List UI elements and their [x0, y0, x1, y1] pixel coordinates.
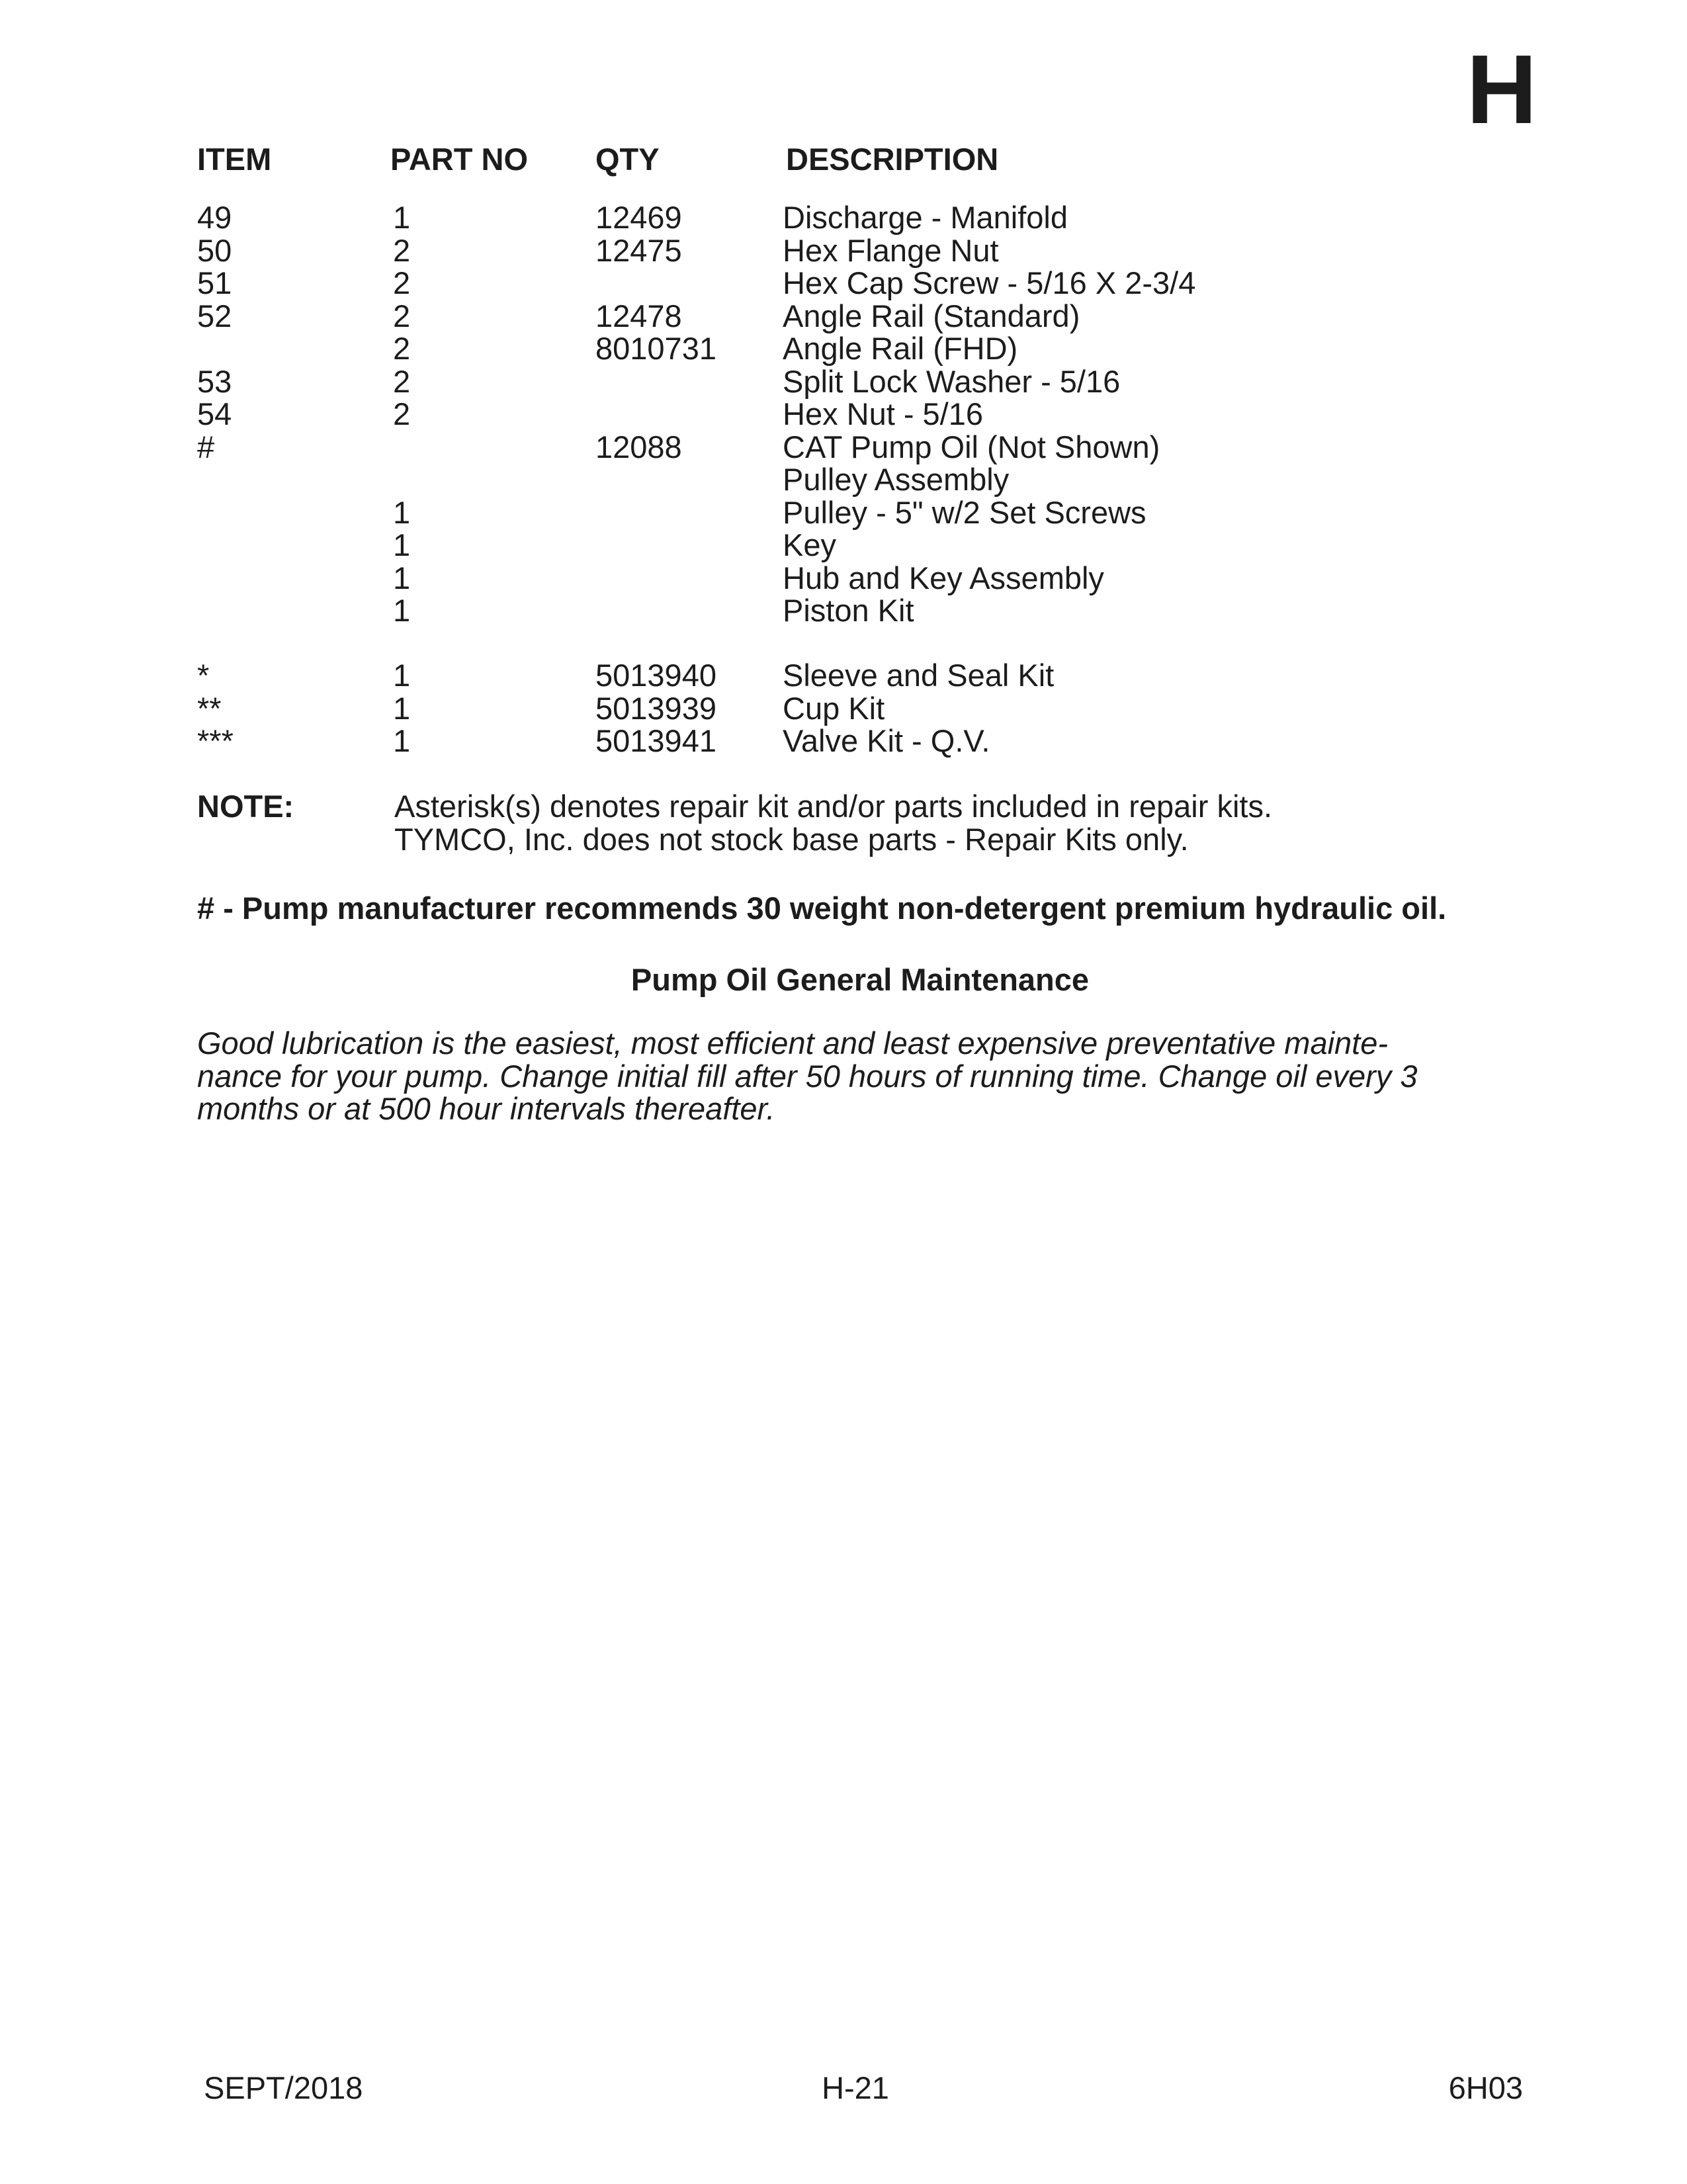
row-qty: 2 [393, 396, 411, 431]
row-qty: 1 [393, 200, 411, 235]
parts-list [0, 201, 1687, 627]
row-qty: 1 [393, 527, 411, 562]
footer-doc-code: 6H03 [1448, 2070, 1523, 2105]
row-part: 12475 [595, 232, 682, 268]
row-item: 53 [197, 363, 232, 399]
row-description: Pulley - 5" w/2 Set Screws [783, 494, 1146, 530]
row-description: Key [783, 527, 836, 562]
row-part: 5013939 [595, 690, 716, 726]
row-description: Angle Rail (Standard) [783, 298, 1080, 333]
row-item: 50 [197, 232, 232, 268]
table-row [0, 496, 1687, 529]
table-row [0, 267, 1687, 300]
row-item: * [197, 658, 210, 693]
note-text [394, 790, 1272, 855]
header-item: ITEM [197, 142, 272, 177]
footer-page-number: H-21 [822, 2070, 889, 2105]
note-label: NOTE: [197, 789, 294, 824]
row-item: *** [197, 723, 234, 758]
footer-date: SEPT/2018 [204, 2070, 363, 2105]
row-description: Discharge - Manifold [783, 200, 1068, 235]
row-description: Angle Rail (FHD) [783, 331, 1018, 366]
repair-kit-list [0, 659, 1687, 758]
row-part: 5013940 [595, 658, 716, 693]
section-letter: H [1466, 35, 1537, 144]
row-qty: 2 [393, 331, 411, 366]
row-item: # [197, 429, 215, 464]
row-description: Cup Kit [783, 690, 885, 726]
table-row [0, 234, 1687, 267]
table-row [0, 201, 1687, 234]
table-header [0, 141, 1687, 178]
header-qty: QTY [595, 142, 660, 177]
row-part: 12088 [595, 429, 682, 464]
note-line: TYMCO, Inc. does not stock base parts - Repair Kits only. [394, 821, 1189, 857]
row-part: 12469 [595, 200, 682, 235]
row-description: Hex Nut - 5/16 [783, 396, 984, 431]
table-row [0, 300, 1687, 333]
maintenance-line: nance for your pump. Change initial fill after 50 hours of running time. Change oil every 3 [197, 1058, 1418, 1094]
note-line: Asterisk(s) denotes repair kit and/or parts included in repair kits. [394, 789, 1273, 824]
row-qty: 1 [393, 494, 411, 530]
table-row [0, 594, 1687, 627]
row-description: Hex Cap Screw - 5/16 X 2-3/4 [783, 265, 1196, 300]
row-item: 52 [197, 298, 232, 333]
table-row [0, 659, 1687, 692]
row-qty: 2 [393, 232, 411, 268]
row-description: Pulley Assembly [783, 462, 1010, 497]
maintenance-line: months or at 500 hour intervals thereafter. [197, 1091, 775, 1126]
row-qty: 2 [393, 298, 411, 333]
table-row [0, 463, 1687, 496]
row-qty: 1 [393, 658, 411, 693]
table-row [0, 431, 1687, 464]
row-item: 51 [197, 265, 232, 300]
row-item: 49 [197, 200, 232, 235]
maintenance-title: Pump Oil General Maintenance [630, 962, 1090, 997]
row-description: Split Lock Washer - 5/16 [783, 363, 1121, 399]
header-description: DESCRIPTION [786, 142, 999, 177]
table-row [0, 692, 1687, 725]
table-row [0, 529, 1687, 562]
row-item: ** [197, 690, 222, 726]
table-row [0, 724, 1687, 758]
row-qty: 2 [393, 265, 411, 300]
row-description: Hub and Key Assembly [783, 560, 1104, 595]
row-description: Valve Kit - Q.V. [783, 723, 990, 758]
row-description: Piston Kit [783, 593, 914, 628]
row-item: 54 [197, 396, 232, 431]
maintenance-text [197, 1027, 1417, 1125]
table-row [0, 332, 1687, 365]
row-part: 8010731 [595, 331, 716, 366]
row-qty: 1 [393, 690, 411, 726]
row-qty: 1 [393, 723, 411, 758]
row-description: CAT Pump Oil (Not Shown) [783, 429, 1160, 464]
row-part: 5013941 [595, 723, 716, 758]
maintenance-line: Good lubrication is the easiest, most efficient and least expensive preventative mainte- [197, 1026, 1389, 1061]
row-description: Hex Flange Nut [783, 232, 999, 268]
row-qty: 2 [393, 363, 411, 399]
table-row [0, 365, 1687, 398]
table-row [0, 398, 1687, 431]
row-qty: 1 [393, 560, 411, 595]
oil-recommendation: # - Pump manufacturer recommends 30 weight non-detergent premium hydraulic oil. [197, 891, 1447, 926]
row-part: 12478 [595, 298, 682, 333]
row-description: Sleeve and Seal Kit [783, 658, 1055, 693]
table-row [0, 562, 1687, 595]
row-qty: 1 [393, 593, 411, 628]
header-part-no: PART NO [390, 142, 529, 177]
